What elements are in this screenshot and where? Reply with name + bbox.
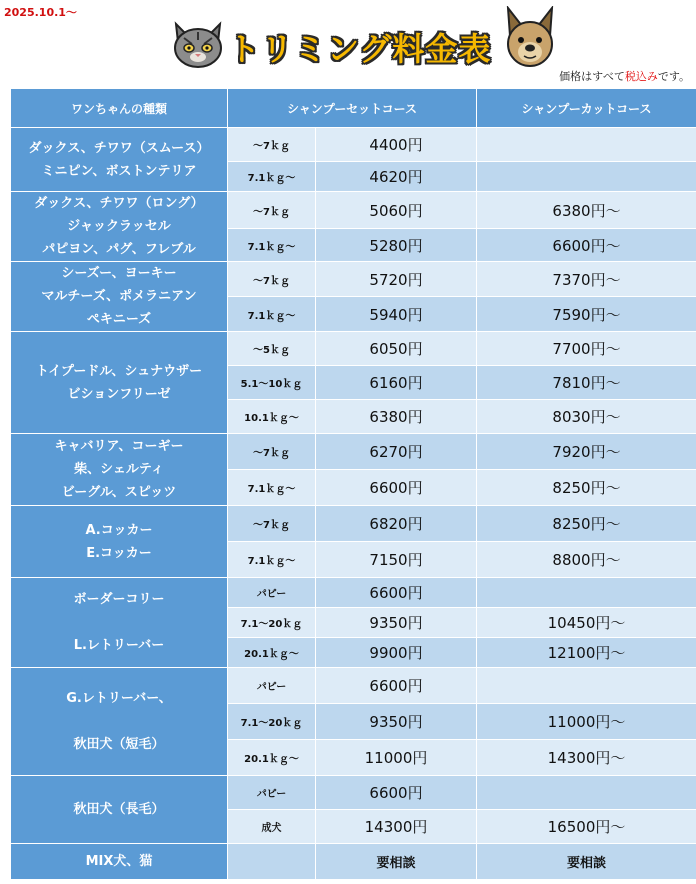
cut-price-cell: 6380円～ [477, 192, 696, 229]
table-row [11, 128, 696, 162]
cut-price-cell: 14300円～ [477, 740, 696, 776]
set-price-cell: 6270円 [316, 434, 477, 470]
breed-name: 柴、シェルティ [74, 462, 164, 477]
breed-name: L.レトリーバー [73, 638, 165, 653]
cut-price-cell: 8800円～ [477, 542, 696, 578]
breed-name: E.コッカー [86, 545, 152, 561]
set-price-cell: 要相談 [316, 844, 477, 880]
weight-cell: 10.1ｋｇ～ [228, 400, 316, 434]
cut-price-cell: 6600円～ [477, 229, 696, 262]
breed-cell [11, 332, 228, 434]
breed-name: シーズー、ヨーキー [61, 266, 177, 281]
set-price-cell: 5060円 [316, 192, 477, 229]
weight-cell: 7.1～20ｋｇ [228, 608, 316, 638]
tax-note: 価格はすべて税込みです。 [559, 70, 690, 83]
breed-name: 秋田犬（長毛） [73, 802, 165, 817]
header-cut-course: シャンプーカットコース [477, 89, 696, 128]
breed-cell [11, 434, 228, 506]
breed-name: トイプードル、シュナウザー [35, 363, 203, 379]
table-row [11, 776, 696, 810]
weight-cell: ～7ｋｇ [228, 262, 316, 297]
table-row [11, 844, 696, 880]
breed-name [11, 611, 227, 634]
cut-price-cell: 7920円～ [477, 434, 696, 470]
header [0, 0, 696, 82]
set-price-cell: 6600円 [316, 470, 477, 506]
set-price-cell: 5720円 [316, 262, 477, 297]
cut-price-cell: 7700円～ [477, 332, 696, 366]
cut-price-cell: 12100円～ [477, 638, 696, 668]
set-price-cell: 9350円 [316, 608, 477, 638]
breed-cell [11, 844, 228, 880]
table-row [11, 434, 696, 470]
header-breed: ワンちゃんの種類 [11, 89, 228, 128]
breed-cell [11, 668, 228, 776]
weight-cell: パピー [228, 668, 316, 704]
breed-name: A.コッカー [85, 522, 153, 538]
cat-face-icon [170, 18, 226, 70]
breed-name: ダックス、チワワ（ロング） [34, 196, 204, 211]
cut-price-cell: 8250円～ [477, 470, 696, 506]
price-table-body [11, 128, 696, 880]
set-price-cell: 14300円 [316, 810, 477, 844]
table-row [11, 668, 696, 704]
weight-cell: 7.1ｋｇ～ [228, 470, 316, 506]
breed-cell [11, 262, 228, 332]
weight-cell: 成犬 [228, 810, 316, 844]
set-price-cell: 6600円 [316, 578, 477, 608]
set-price-cell: 6820円 [316, 506, 477, 542]
breed-name: キャバリア、コーギー [54, 439, 184, 454]
set-price-cell: 4400円 [316, 128, 477, 162]
set-price-cell: 6160円 [316, 366, 477, 400]
cut-price-cell: 要相談 [477, 844, 696, 880]
set-price-cell: 6600円 [316, 776, 477, 810]
table-row [11, 192, 696, 229]
dog-face-icon [502, 6, 558, 70]
breed-cell [11, 128, 228, 192]
cut-price-cell [477, 578, 696, 608]
weight-cell: ～7ｋｇ [228, 506, 316, 542]
table-row [11, 578, 696, 608]
weight-cell: 5.1～10ｋｇ [228, 366, 316, 400]
cut-price-cell: 16500円～ [477, 810, 696, 844]
weight-cell: ～7ｋｇ [228, 128, 316, 162]
cut-price-cell: 8250円～ [477, 506, 696, 542]
cut-price-cell: 7370円～ [477, 262, 696, 297]
set-price-cell: 5940円 [316, 297, 477, 332]
weight-cell: 7.1ｋｇ～ [228, 229, 316, 262]
breed-name: ビションフリーゼ [67, 386, 171, 402]
price-table [10, 88, 696, 880]
weight-cell [228, 844, 316, 880]
set-price-cell: 9900円 [316, 638, 477, 668]
breed-name: MIX犬、猫 [85, 854, 153, 869]
cut-price-cell: 7810円～ [477, 366, 696, 400]
cut-price-cell: 8030円～ [477, 400, 696, 434]
cut-price-cell: 10450円～ [477, 608, 696, 638]
breed-cell [11, 506, 228, 578]
breed-name [11, 710, 227, 733]
set-price-cell: 5280円 [316, 229, 477, 262]
weight-cell: 7.1～20ｋｇ [228, 704, 316, 740]
breed-name: G.レトリーバー、 [66, 691, 172, 706]
table-row [11, 262, 696, 297]
breed-name: ビーグル、スピッツ [61, 485, 177, 500]
cut-price-cell: 7590円～ [477, 297, 696, 332]
header-set-course: シャンプーセットコース [228, 89, 477, 128]
table-row [11, 332, 696, 366]
set-price-cell: 6380円 [316, 400, 477, 434]
breed-name: ボーダーコリー [73, 592, 165, 607]
weight-cell: パピー [228, 776, 316, 810]
weight-cell: 7.1ｋｇ～ [228, 542, 316, 578]
set-price-cell: 7150円 [316, 542, 477, 578]
breed-name: ダックス、チワワ（スムース） [28, 140, 210, 156]
cut-price-cell [477, 128, 696, 162]
weight-cell: 20.1ｋｇ～ [228, 638, 316, 668]
weight-cell: 7.1ｋｇ～ [228, 297, 316, 332]
breed-name: ジャックラッセル [67, 219, 171, 234]
set-price-cell: 11000円 [316, 740, 477, 776]
breed-cell [11, 776, 228, 844]
breed-name: パピヨン、パグ、フレブル [42, 242, 196, 257]
set-price-cell: 4620円 [316, 162, 477, 192]
weight-cell: ～7ｋｇ [228, 434, 316, 470]
weight-cell: 20.1ｋｇ～ [228, 740, 316, 776]
weight-cell: ～7ｋｇ [228, 192, 316, 229]
weight-cell: ～5ｋｇ [228, 332, 316, 366]
table-row [11, 506, 696, 542]
set-price-cell: 9350円 [316, 704, 477, 740]
cut-price-cell [477, 668, 696, 704]
breed-cell [11, 192, 228, 262]
breed-name: ミニピン、ボストンテリア [41, 163, 197, 179]
breed-name: ペキニーズ [86, 312, 152, 327]
weight-cell: パピー [228, 578, 316, 608]
cut-price-cell: 11000円～ [477, 704, 696, 740]
weight-cell: 7.1ｋｇ～ [228, 162, 316, 192]
breed-name: 秋田犬（短毛） [73, 737, 165, 752]
breed-name: マルチーズ、ポメラニアン [41, 289, 197, 304]
cut-price-cell [477, 776, 696, 810]
breed-cell [11, 578, 228, 668]
set-price-cell: 6600円 [316, 668, 477, 704]
page-title: トリミング料金表 [228, 30, 492, 68]
set-price-cell: 6050円 [316, 332, 477, 366]
effective-date: 2025.10.1～ [4, 6, 77, 19]
cut-price-cell [477, 162, 696, 192]
